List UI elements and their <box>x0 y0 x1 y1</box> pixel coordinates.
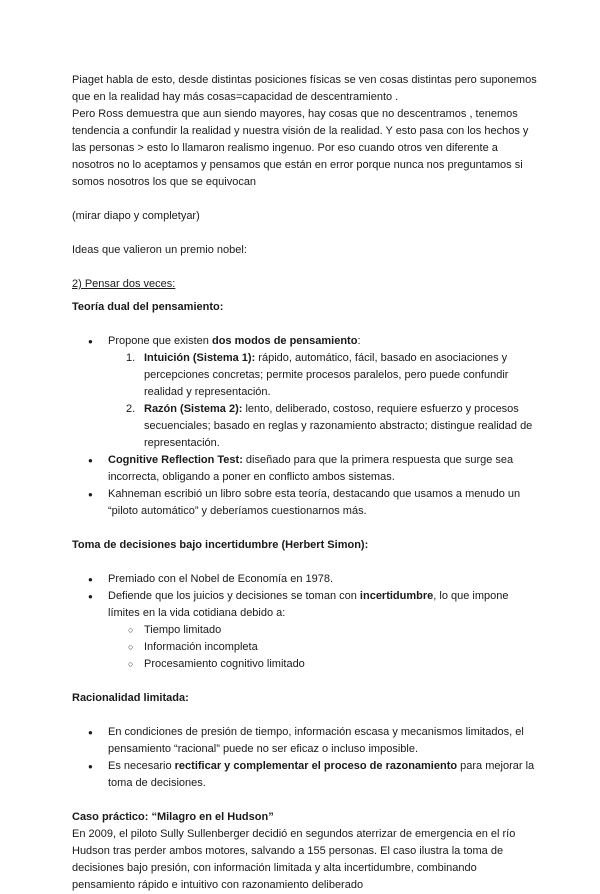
dual-bullet-list-continued <box>72 452 540 520</box>
list-number: 1. <box>126 352 136 364</box>
heading-teoria-dual: Teoría dual del pensamiento: <box>72 301 224 313</box>
item-text: lento, deliberado, costoso, requiere esfuerzo y procesos secuenciales; basado en reglas y razonamiento abstracto; distingue realidad de representación. <box>144 403 533 449</box>
item-text: rápido, automático, fácil, basado en asociaciones y percepciones concretas; permite procesos paralelos, pero puede confundir realidad y representación. <box>144 352 509 398</box>
item-text: diseñado para que la primera respuesta que surge sea incorrecta, obligando a poner en conflicto ambos sistemas. <box>108 454 514 483</box>
ideas-text: Ideas que valieron un premio nobel: <box>72 244 247 256</box>
list-item: ○ Procesamiento cognitivo limitado <box>72 656 540 673</box>
intro-paragraph-ross: Pero Ross demuestra que aun siendo mayores, hay cosas que no descentramos , tenemos tendencia a confundir la realidad y nuestra visión de la realidad. Y esto pasa con los hechos y las personas > esto lo llamaron realismo ingenuo. Por eso cuando otros ven diferente a nosotros no lo aceptamos y pensamos que están en error porque nunca nos preguntamos si somos nosotros los que se equivocan <box>72 108 529 188</box>
caso-paragraph: En 2009, el piloto Sully Sullenberger decidió en segundos aterrizar de emergencia en el río Hudson tras perder ambos motores, salvando a 155 personas. El caso ilustra la toma de decisiones bajo presión, con información limitada y alta incertidumbre, combinando pensamiento rápido e intuitivo con razonamiento deliberado <box>72 828 516 891</box>
bullet-text: Propone que existen <box>108 335 212 347</box>
list-item <box>72 758 540 792</box>
bullet-bold: dos modos de pensamiento <box>211 335 358 347</box>
item-bold: Cognitive Reflection Test: <box>108 454 243 466</box>
item-text: para mejorar la toma de decisiones. <box>108 760 535 789</box>
item-text: , lo que impone límites en la vida cotidiana debido a: <box>108 590 509 619</box>
dual-numbered-list <box>72 350 540 452</box>
list-item <box>72 333 540 350</box>
list-item <box>72 452 540 486</box>
list-item <box>72 401 540 452</box>
list-item: ○ Tiempo limitado <box>72 622 540 639</box>
heading-caso-practico: Caso práctico: “Milagro en el Hudson” <box>72 811 274 823</box>
list-item: ● Kahneman escribió un libro sobre esta teoría, destacando que usamos a menudo un “piloto automático” y deberíamos cuestionarnos más. <box>72 486 540 520</box>
intro-paragraph-piaget: Piaget habla de esto, desde distintas posiciones físicas se ven cosas distintas pero suponemos que en la realidad hay más cosas=capacidad de descentramiento . <box>72 74 537 103</box>
list-number: 2. <box>126 403 136 415</box>
list-item: ○ Información incompleta <box>72 639 540 656</box>
list-item: ● Premiado con el Nobel de Economía en 1978. <box>72 571 540 588</box>
section-link-pensar-dos-veces[interactable]: 2) Pensar dos veces: <box>72 278 176 290</box>
list-item <box>72 588 540 622</box>
item-bold: incertidumbre <box>359 590 434 602</box>
dual-bullet-list <box>72 333 540 350</box>
racional-bullet-list <box>72 724 540 792</box>
list-item <box>72 350 540 401</box>
item-bold: Intuición (Sistema 1): <box>144 352 256 364</box>
list-item: ● En condiciones de presión de tiempo, información escasa y mecanismos limitados, el pensamiento “racional” puede no ser eficaz o incluso imposible. <box>72 724 540 758</box>
item-text: Defiende que los juicios y decisiones se toman con <box>108 590 360 602</box>
bullet-text: : <box>357 335 361 347</box>
heading-racionalidad-limitada: Racionalidad limitada: <box>72 692 189 704</box>
note-text: (mirar diapo y completyar) <box>72 210 200 222</box>
simon-bullet-list <box>72 571 540 622</box>
heading-herbert-simon: Toma de decisiones bajo incertidumbre (Herbert Simon): <box>72 539 369 551</box>
simon-circle-list <box>72 622 540 673</box>
item-bold: rectificar y complementar el proceso de razonamiento <box>174 760 458 772</box>
item-bold: Razón (Sistema 2): <box>144 403 243 415</box>
item-text: Es necesario <box>108 760 175 772</box>
